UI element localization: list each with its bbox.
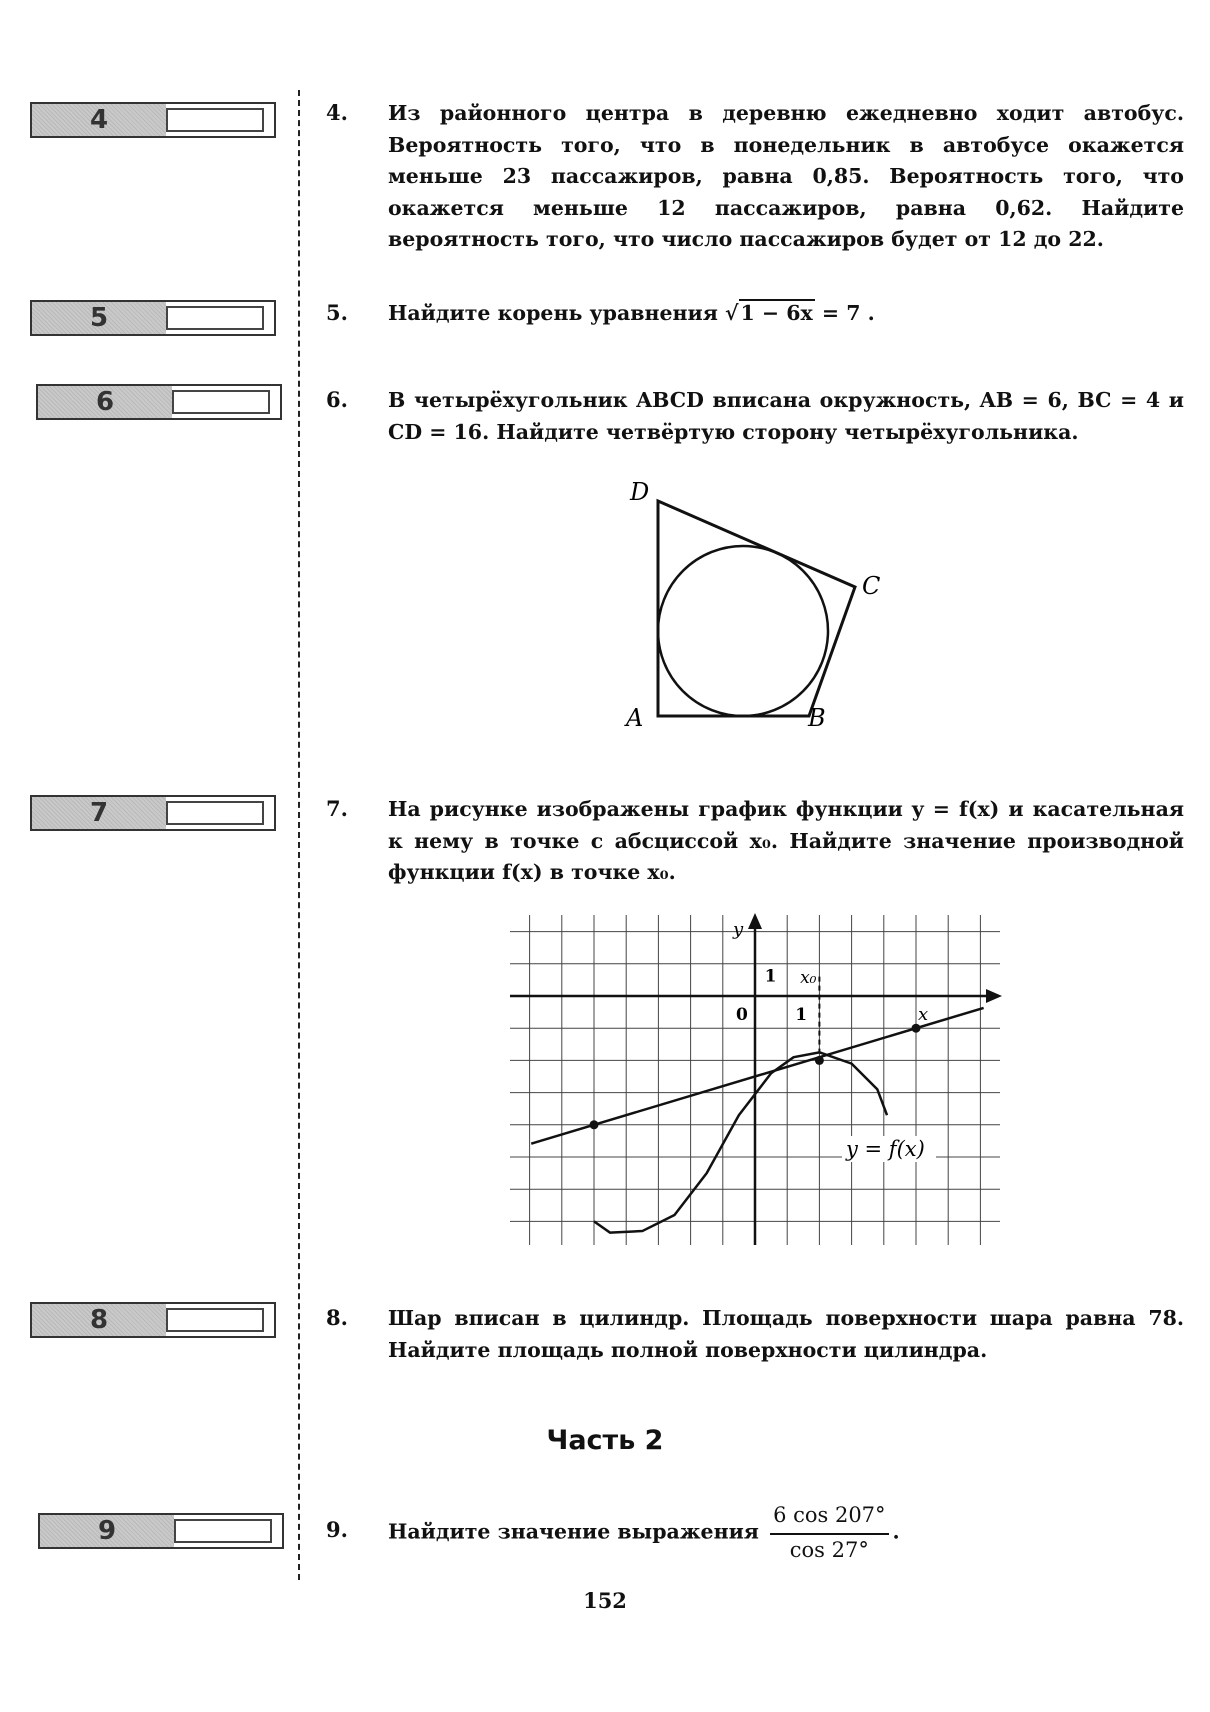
answer-box-9: [38, 1513, 284, 1549]
fraction-denominator: cos 27°: [789, 1537, 869, 1562]
task-text: На рисунке изображены график функции y = f(x) и касательная к нему в точке с абсциссой x₀. Найдите значение производной функции f(x) в точке x₀.: [388, 797, 1184, 884]
square-root: √1 − 6x: [725, 301, 813, 325]
page-number: 152: [583, 1588, 627, 1613]
answer-box-number: 4: [32, 104, 166, 136]
cut-line: [298, 90, 300, 1580]
answer-field[interactable]: [166, 306, 264, 330]
answer-box-number: 7: [32, 797, 166, 829]
answer-box-number: 6: [38, 386, 172, 418]
vertex-label-a: A: [626, 704, 644, 732]
task-number: 9.: [326, 1517, 348, 1542]
task-text: Найдите значение выражения: [388, 1519, 759, 1544]
answer-box-7: [30, 795, 276, 831]
origin-label: 0: [736, 1005, 748, 1025]
answer-box-4: [30, 102, 276, 138]
answer-box-number: 8: [32, 1304, 166, 1336]
task-number: 7.: [326, 796, 348, 821]
function-label: y = f(x): [846, 1137, 925, 1161]
unit-label-y: 1: [764, 966, 777, 987]
inscribed-circle: [658, 546, 828, 716]
unit-label-x: 1: [795, 1005, 808, 1025]
x-axis-arrow: [986, 989, 1002, 1003]
answer-box-number: 9: [40, 1515, 174, 1547]
y-axis-arrow: [748, 913, 762, 929]
task-number: 4.: [326, 100, 348, 125]
equation-rhs: = 7 .: [821, 301, 875, 325]
quadrilateral-figure: [615, 475, 895, 735]
x0-label: x₀: [800, 968, 817, 989]
answer-field[interactable]: [172, 390, 270, 414]
task-9-text: [388, 1500, 1184, 1566]
answer-field[interactable]: [166, 1308, 264, 1332]
task-text: В четырёхугольник ABCD вписана окружность, AB = 6, BC = 4 и CD = 16. Найдите четвёртую сторону четырёхугольника.: [388, 388, 1184, 444]
task-7-text: [388, 794, 1184, 889]
task-8-text: [388, 1303, 1184, 1366]
answer-box-8: [30, 1302, 276, 1338]
y-axis-label: y: [733, 919, 744, 940]
task-number: 6.: [326, 387, 348, 412]
function-graph: [508, 910, 1010, 1250]
radicand: 1 − 6x: [740, 301, 813, 325]
vertex-label-b: B: [808, 704, 826, 732]
answer-field[interactable]: [174, 1519, 272, 1543]
answer-field[interactable]: [166, 108, 264, 132]
x-axis-label: x: [918, 1004, 929, 1025]
fraction-numerator: 6 cos 207°: [770, 1500, 888, 1535]
tangent-point: [590, 1120, 599, 1129]
task-text: Найдите корень уравнения: [388, 301, 718, 325]
vertex-label-c: C: [862, 572, 881, 600]
answer-field[interactable]: [166, 801, 264, 825]
trailing-period: .: [892, 1519, 900, 1544]
task-4-text: [388, 98, 1184, 256]
task-text: Из районного центра в деревню ежедневно ходит автобус. Вероятность того, что в понедельник в автобусе окажется меньше 23 пассажиров, равна 0,85. Вероятность того, что окажется меньше 12 пассажиров, равна 0,62. Найдите вероятность того, что число пассажиров будет от 12 до 22.: [388, 101, 1184, 251]
vertex-label-d: D: [630, 478, 650, 506]
task-text: Шар вписан в цилиндр. Площадь поверхности шара равна 78. Найдите площадь полной поверхности цилиндра.: [388, 1306, 1184, 1362]
task-5-text: [388, 298, 1184, 330]
answer-box-6: [36, 384, 282, 420]
fraction: [770, 1500, 888, 1566]
section-heading: Часть 2: [546, 1425, 664, 1456]
answer-box-5: [30, 300, 276, 336]
task-number: 8.: [326, 1305, 348, 1330]
tangent-point: [912, 1024, 921, 1033]
task-6-text: [388, 385, 1184, 448]
answer-box-number: 5: [32, 302, 166, 334]
task-number: 5.: [326, 300, 348, 325]
tangent-point: [815, 1056, 824, 1065]
